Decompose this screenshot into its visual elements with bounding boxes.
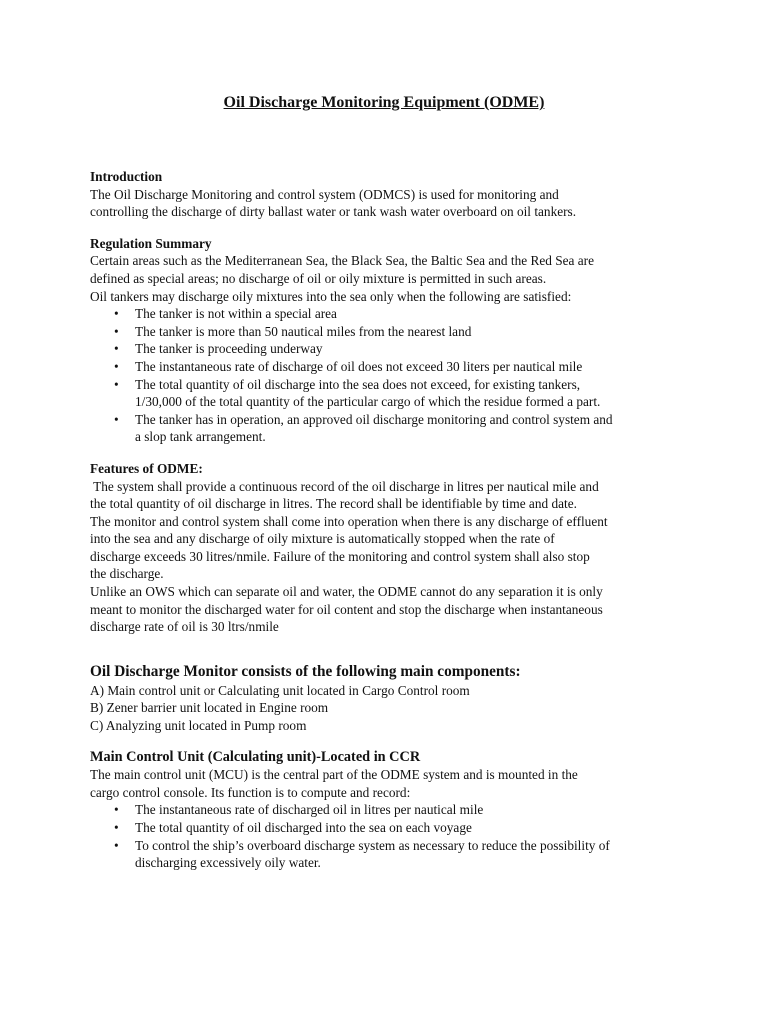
features-line: The system shall provide a continuous record of the oil discharge in litres per nautical mile and bbox=[90, 478, 599, 494]
features-line: meant to monitor the discharged water for oil content and stop the discharge when instantaneous bbox=[90, 601, 603, 617]
page-title: Oil Discharge Monitoring Equipment (ODME) bbox=[223, 94, 545, 111]
document-body bbox=[90, 168, 690, 872]
regulation-line: Certain areas such as the Mediterranean Sea, the Black Sea, the Baltic Sea and the Red Sea are bbox=[90, 253, 594, 269]
features-line: Unlike an OWS which can separate oil and water, the ODME cannot do any separation it is only bbox=[90, 584, 603, 600]
list-item: • The tanker is not within a special area bbox=[135, 305, 690, 323]
regulation-line: Oil tankers may discharge oily mixtures into the sea only when the following are satisfied: bbox=[90, 288, 572, 304]
features-section bbox=[90, 460, 690, 636]
regulation-heading: Regulation Summary bbox=[90, 235, 212, 251]
components-heading: Oil Discharge Monitor consists of the following main components: bbox=[90, 662, 521, 680]
mcu-section bbox=[90, 749, 690, 872]
mcu-bullet-list bbox=[90, 801, 690, 871]
list-item: • The tanker is more than 50 nautical miles from the nearest land bbox=[135, 323, 690, 341]
introduction-section bbox=[90, 168, 690, 221]
features-line: discharge rate of oil is 30 ltrs/nmile bbox=[90, 619, 279, 635]
regulation-line: defined as special areas; no discharge of oil or oily mixture is permitted in such areas. bbox=[90, 270, 547, 286]
regulation-section bbox=[90, 235, 690, 446]
list-item: • The total quantity of oil discharged into the sea on each voyage bbox=[135, 819, 690, 837]
features-line: The monitor and control system shall come into operation when there is any discharge of effluent bbox=[90, 513, 608, 529]
list-item: • The tanker has in operation, an approved oil discharge monitoring and control system and a slop tank arrangement. bbox=[135, 411, 690, 446]
features-line: the total quantity of oil discharge in litres. The record shall be identifiable by time and date. bbox=[90, 496, 577, 512]
list-item: • The total quantity of oil discharge into the sea does not exceed, for existing tankers, 1/30,000 of the total quantity of the particular cargo of which the residue formed a part. bbox=[135, 376, 690, 411]
regulation-bullet-list bbox=[90, 305, 690, 446]
features-line: the discharge. bbox=[90, 566, 164, 582]
component-item: C) Analyzing unit located in Pump room bbox=[90, 718, 307, 734]
features-line: discharge exceeds 30 litres/nmile. Failure of the monitoring and control system shall also stop bbox=[90, 548, 590, 564]
mcu-line: cargo control console. Its function is to compute and record: bbox=[90, 784, 411, 800]
list-item: • The tanker is proceeding underway bbox=[135, 340, 690, 358]
component-item: B) Zener barrier unit located in Engine room bbox=[90, 700, 329, 716]
list-item: • The instantaneous rate of discharge of oil does not exceed 30 liters per nautical mile bbox=[135, 358, 690, 376]
features-line: into the sea and any discharge of oily mixture is automatically stopped when the rate of bbox=[90, 531, 555, 547]
list-item: • To control the ship’s overboard discharge system as necessary to reduce the possibility of discharging excessively oily water. bbox=[135, 837, 690, 872]
introduction-heading: Introduction bbox=[90, 169, 163, 184]
mcu-heading: Main Control Unit (Calculating unit)-Located in CCR bbox=[90, 748, 421, 765]
list-item: • The instantaneous rate of discharged oil in litres per nautical mile bbox=[135, 801, 690, 819]
component-item: A) Main control unit or Calculating unit located in Cargo Control room bbox=[90, 682, 470, 698]
components-section bbox=[90, 662, 690, 735]
features-heading: Features of ODME: bbox=[90, 460, 203, 476]
mcu-line: The main control unit (MCU) is the central part of the ODME system and is mounted in the bbox=[90, 767, 578, 783]
intro-line-1: The Oil Discharge Monitoring and control system (ODMCS) is used for monitoring and bbox=[90, 186, 559, 202]
intro-line-2: controlling the discharge of dirty ballast water or tank wash water overboard on oil tankers. bbox=[90, 204, 577, 220]
